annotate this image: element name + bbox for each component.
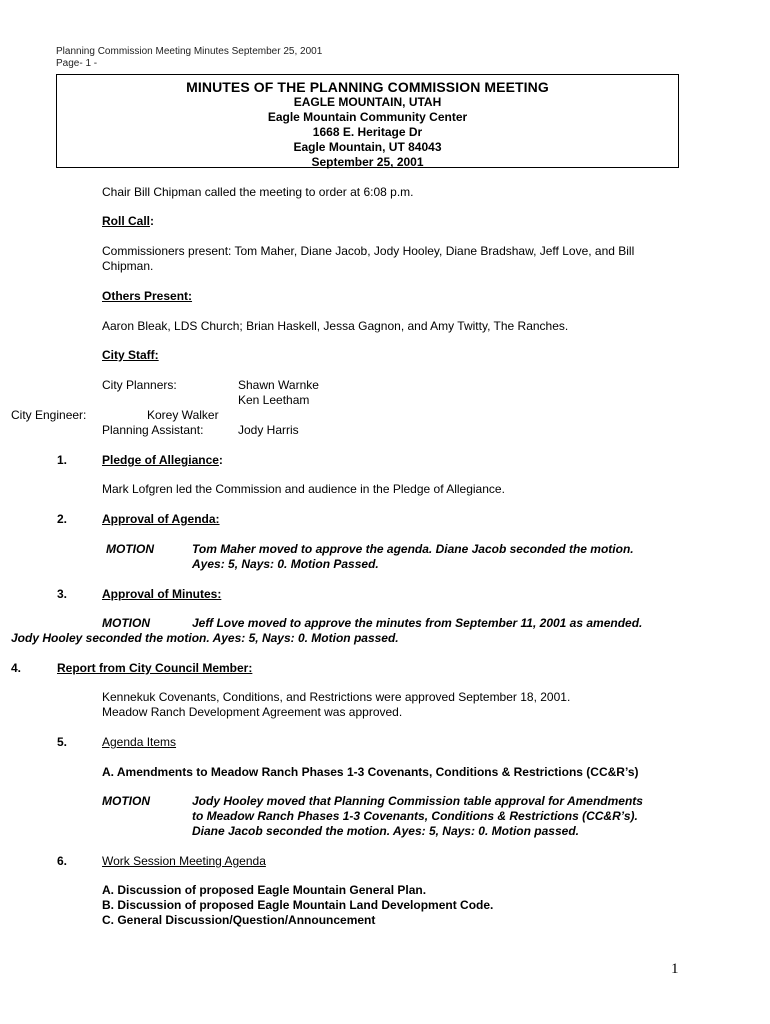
- commissioners-present-line1: Commissioners present: Tom Maher, Diane Jacob, Jody Hooley, Diane Bradshaw, Jeff Love, and Bill: [102, 244, 635, 258]
- item-4-line1: Kennekuk Covenants, Conditions, and Restrictions were approved September 18, 2001.: [102, 690, 571, 704]
- item-6-agenda-a: A. Discussion of proposed Eagle Mountain General Plan.: [102, 883, 427, 897]
- others-present-heading: Others Present:: [102, 289, 193, 303]
- roll-call-colon: :: [150, 214, 155, 228]
- city-engineer-name: Korey Walker: [147, 408, 219, 422]
- item-5-motion-label: MOTION: [102, 794, 150, 808]
- item-2-number: 2.: [57, 512, 68, 526]
- item-2-motion-line1: Tom Maher moved to approve the agenda. Diane Jacob seconded the motion.: [192, 542, 634, 556]
- planning-assistant-label: Planning Assistant:: [102, 423, 204, 437]
- item-6-number: 6.: [57, 854, 68, 868]
- title-line-city: EAGLE MOUNTAIN, UTAH: [293, 95, 442, 109]
- title-line-citystate: Eagle Mountain, UT 84043: [293, 140, 442, 154]
- running-header: Planning Commission Meeting Minutes September 25, 2001: [56, 46, 323, 57]
- item-1-heading-text: Pledge of Allegiance: [102, 453, 219, 467]
- others-present-text: Aaron Bleak, LDS Church; Brian Haskell, Jessa Gagnon, and Amy Twitty, The Ranches.: [102, 319, 569, 333]
- item-3-motion-label: MOTION: [102, 616, 150, 630]
- item-5-number: 5.: [57, 735, 68, 749]
- item-6-agenda-b: B. Discussion of proposed Eagle Mountain Land Development Code.: [102, 898, 494, 912]
- item-5-motion-line2: to Meadow Ranch Phases 1-3 Covenants, Conditions & Restrictions (CC&R’s).: [192, 809, 638, 823]
- item-6-agenda-c: C. General Discussion/Question/Announcement: [102, 913, 376, 927]
- planning-assistant-name: Jody Harris: [238, 423, 299, 437]
- item-3-number: 3.: [57, 587, 68, 601]
- city-planner-2: Ken Leetham: [238, 393, 310, 407]
- item-5-motion-line1: Jody Hooley moved that Planning Commission table approval for Amendments: [192, 794, 643, 808]
- commissioners-present-line2: Chipman.: [102, 259, 154, 273]
- item-3-motion-line2: Jody Hooley seconded the motion. Ayes: 5, Nays: 0. Motion passed.: [11, 631, 399, 645]
- item-3-heading: Approval of Minutes:: [102, 587, 222, 601]
- item-4-number: 4.: [11, 661, 22, 675]
- page-number: 1: [671, 961, 679, 977]
- item-1-colon: :: [218, 453, 223, 467]
- item-1-text: Mark Lofgren led the Commission and audience in the Pledge of Allegiance.: [102, 482, 505, 496]
- city-planners-label: City Planners:: [102, 378, 177, 392]
- roll-call-heading-text: Roll Call: [102, 214, 151, 228]
- call-to-order: Chair Bill Chipman called the meeting to order at 6:08 p.m.: [102, 185, 414, 199]
- item-2-motion-line2: Ayes: 5, Nays: 0. Motion Passed.: [192, 557, 379, 571]
- roll-call-heading: [102, 214, 154, 228]
- title-box: [56, 74, 679, 168]
- item-3-motion-line1: Jeff Love moved to approve the minutes from September 11, 2001 as amended.: [192, 616, 643, 630]
- item-5-heading: Agenda Items: [102, 735, 177, 749]
- item-6-heading: Work Session Meeting Agenda: [102, 854, 266, 868]
- document-title: MINUTES OF THE PLANNING COMMISSION MEETING: [186, 79, 549, 95]
- page-label: Page- 1 -: [56, 58, 98, 69]
- item-4-line2: Meadow Ranch Development Agreement was approved.: [102, 705, 403, 719]
- item-1-heading: [102, 453, 223, 467]
- city-staff-heading: City Staff:: [102, 348, 159, 362]
- title-line-date: September 25, 2001: [311, 155, 424, 169]
- item-1-number: 1.: [57, 453, 68, 467]
- item-2-motion-label: MOTION: [106, 542, 154, 556]
- city-planner-1: Shawn Warnke: [238, 378, 319, 392]
- title-line-street: 1668 E. Heritage Dr: [312, 125, 423, 139]
- title-line-venue: Eagle Mountain Community Center: [267, 110, 468, 124]
- item-2-heading: Approval of Agenda:: [102, 512, 220, 526]
- city-engineer-label: City Engineer:: [11, 408, 87, 422]
- item-5-subitem-a: A. Amendments to Meadow Ranch Phases 1-3 Covenants, Conditions & Restrictions (CC&R’s): [102, 765, 639, 779]
- item-5-motion-line3: Diane Jacob seconded the motion. Ayes: 5, Nays: 0. Motion passed.: [192, 824, 579, 838]
- item-4-heading: Report from City Council Member:: [57, 661, 253, 675]
